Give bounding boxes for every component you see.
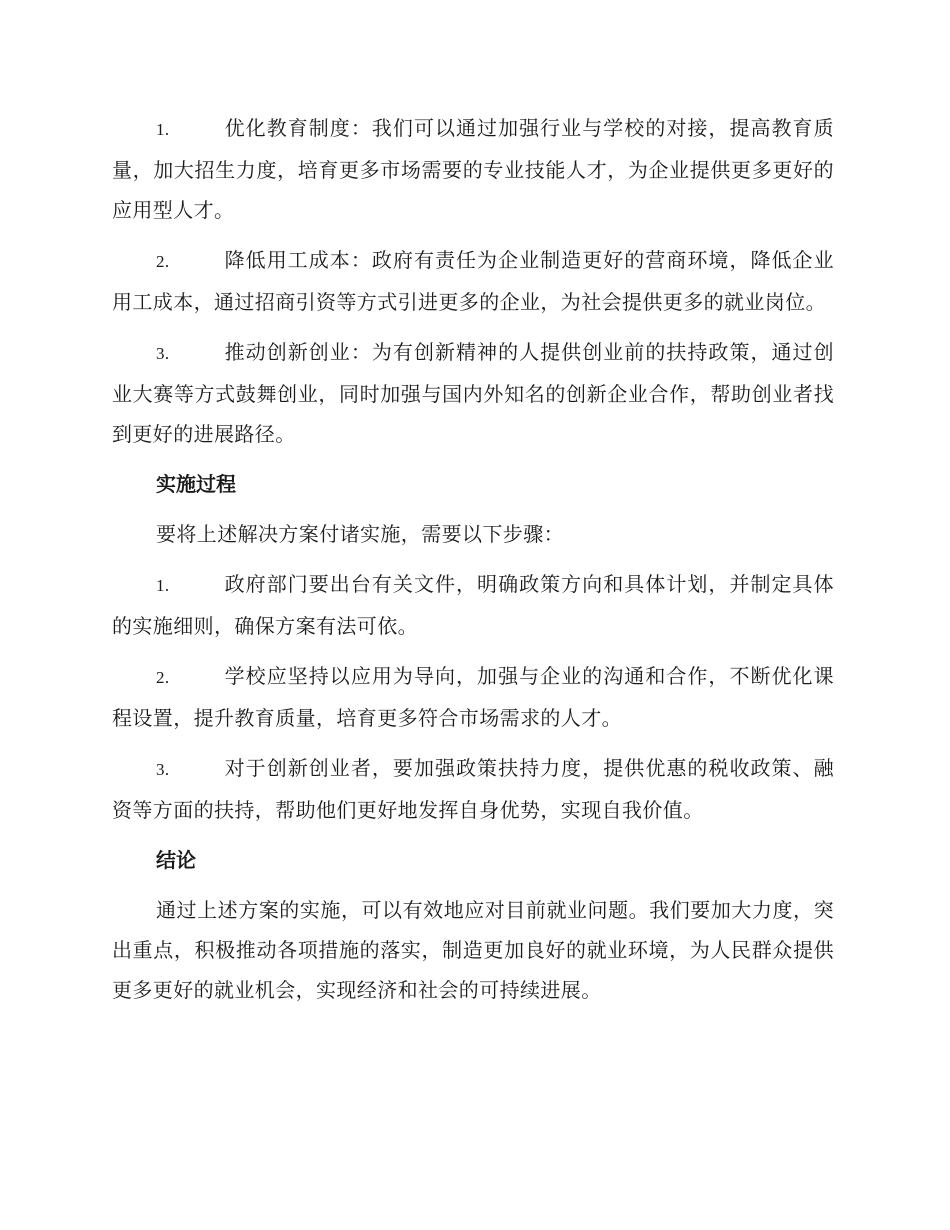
solution-item-1: [112, 108, 834, 230]
list-item-text: 政府部门要出台有关文件，明确政策方向和具体计划，并制定具体的实施细则，确保方案有法可依。: [112, 572, 834, 638]
section-heading-conclusion: 结论: [156, 848, 196, 872]
solution-item-2: [112, 240, 834, 322]
list-item-text: 优化教育制度：我们可以通过加强行业与学校的对接，提高教育质量，加大招生力度，培育更多市场需要的专业技能人才，为企业提供更多更好的应用型人才。: [112, 116, 834, 222]
list-number: 2.: [156, 668, 170, 687]
implementation-step-1: [112, 564, 834, 646]
list-item-text: 降低用工成本：政府有责任为企业制造更好的营商环境，降低企业用工成本，通过招商引资等方式引进更多的企业，为社会提供更多的就业岗位。: [112, 248, 834, 314]
implementation-step-2: [112, 656, 834, 738]
section-heading-implementation: 实施过程: [156, 472, 236, 496]
implementation-step-3: [112, 748, 834, 830]
solution-item-3: [112, 332, 834, 454]
list-item-text: 对于创新创业者，要加强政策扶持力度，提供优惠的税收政策、融资等方面的扶持，帮助他们更好地发挥自身优势，实现自我价值。: [112, 756, 834, 822]
list-number: 1.: [156, 120, 170, 139]
list-item-text: 推动创新创业：为有创新精神的人提供创业前的扶持政策，通过创业大赛等方式鼓舞创业，同时加强与国内外知名的创新企业合作，帮助创业者找到更好的进展路径。: [112, 340, 834, 446]
list-number: 1.: [156, 576, 170, 595]
list-item-text: 学校应坚持以应用为导向，加强与企业的沟通和合作，不断优化课程设置，提升教育质量，培育更多符合市场需求的人才。: [112, 664, 834, 730]
list-number: 2.: [156, 252, 170, 271]
list-number: 3.: [156, 760, 170, 779]
document-body: [112, 108, 834, 1010]
list-number: 3.: [156, 344, 170, 363]
conclusion-paragraph: 通过上述方案的实施，可以有效地应对目前就业问题。我们要加大力度，突出重点，积极推动各项措施的落实，制造更加良好的就业环境，为人民群众提供更多更好的就业机会，实现经济和社会的可持续进展。: [112, 898, 834, 1002]
implementation-intro: 要将上述解决方案付诸实施，需要以下步骤：: [156, 522, 564, 546]
